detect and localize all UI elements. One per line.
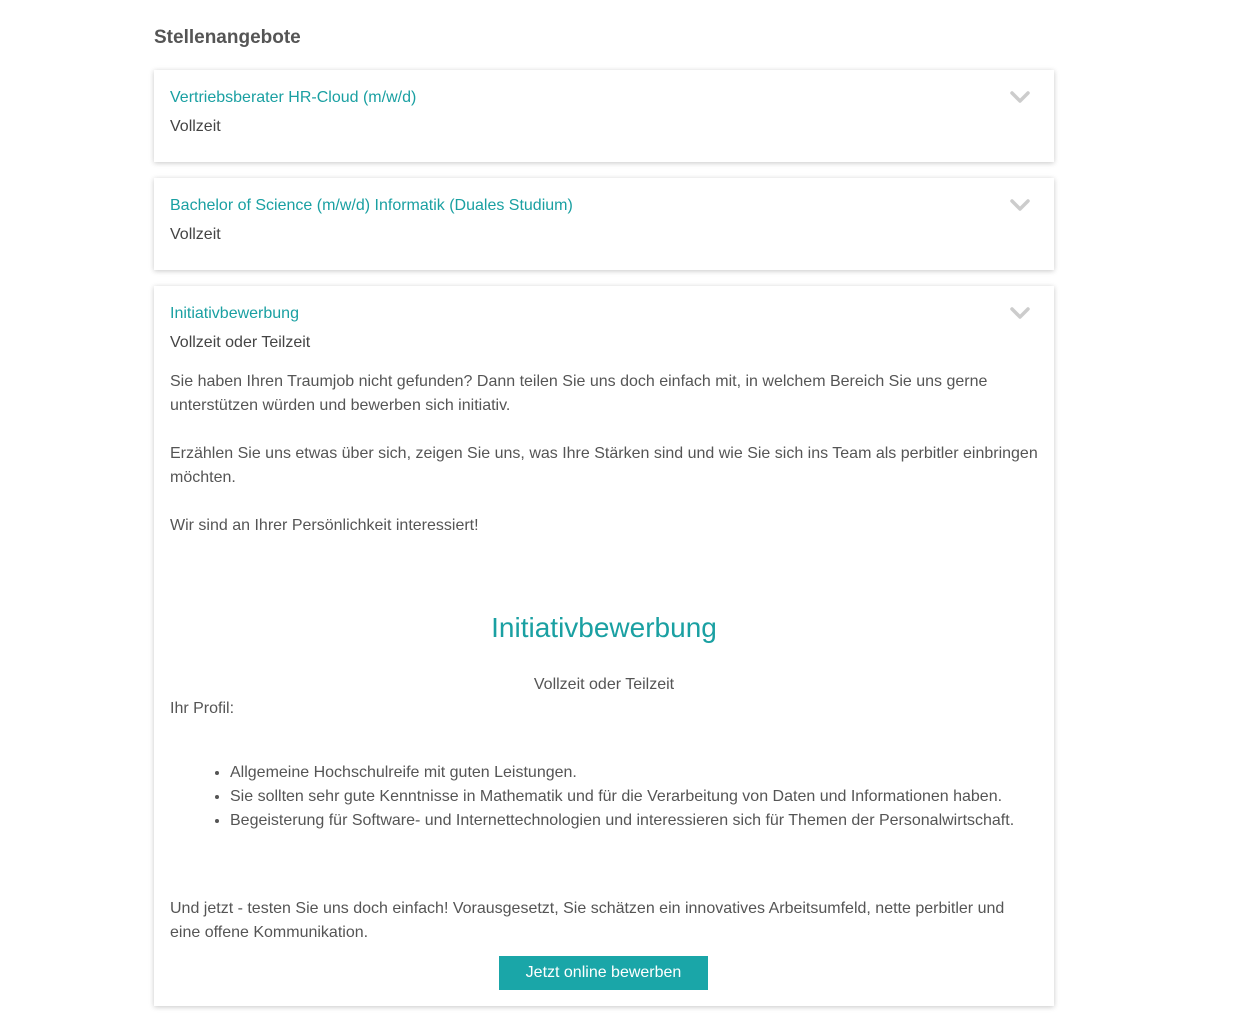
job-type: Vollzeit oder Teilzeit — [170, 334, 311, 351]
job-card-initiativbewerbung[interactable] — [154, 286, 1054, 1006]
list-item: • Allgemeine Hochschulreife mit guten Leistungen. — [230, 761, 1014, 785]
detail-subtitle: Vollzeit oder Teilzeit — [533, 676, 675, 693]
detail-title: Initiativbewerbung — [491, 612, 717, 643]
apply-online-button[interactable]: Jetzt online bewerben — [499, 956, 708, 990]
list-item: • Sie sollten sehr gute Kenntnisse in Mathematik und für die Verarbeitung von Daten und Informationen haben. — [230, 785, 1014, 809]
chevron-down-icon[interactable] — [1010, 306, 1030, 320]
chevron-down-icon[interactable] — [1010, 90, 1030, 104]
profile-label: Ihr Profil: — [170, 700, 235, 717]
job-type: Vollzeit — [170, 118, 221, 135]
job-card-vertriebsberater[interactable] — [154, 70, 1054, 162]
list-item: • Begeisterung für Software- und Internettechnologien und interessieren sich für Themen der Personalwirtschaft. — [230, 809, 1014, 833]
strengths-paragraph: Erzählen Sie uns etwas über sich, zeigen Sie uns, was Ihre Stärken sind und wie Sie sich ins Team als perbitler einbringen möchten. — [170, 445, 1038, 486]
intro-paragraph: Sie haben Ihren Traumjob nicht gefunden? Dann teilen Sie uns doch einfach mit, in welchem Bereich Sie uns gerne unterstützen würden und bewerben sich initiativ. — [170, 373, 988, 414]
personality-paragraph: Wir sind an Ihrer Persönlichkeit interessiert! — [170, 517, 479, 534]
job-title[interactable]: Bachelor of Science (m/w/d) Informatik (Duales Studium) — [170, 197, 573, 214]
job-title[interactable]: Vertriebsberater HR-Cloud (m/w/d) — [170, 89, 417, 106]
chevron-down-icon[interactable] — [1010, 198, 1030, 212]
job-title[interactable]: Initiativbewerbung — [170, 305, 299, 322]
job-type: Vollzeit — [170, 226, 221, 243]
job-details — [170, 370, 1040, 538]
job-card-bachelor-informatik[interactable] — [154, 178, 1054, 270]
page-title: Stellenangebote — [154, 27, 301, 48]
profile-list — [170, 761, 1014, 833]
closing-paragraph: Und jetzt - testen Sie uns doch einfach! Vorausgesetzt, Sie schätzen ein innovatives Arbeitsumfeld, nette perbitler und eine offene Kommunikation. — [170, 900, 1005, 941]
